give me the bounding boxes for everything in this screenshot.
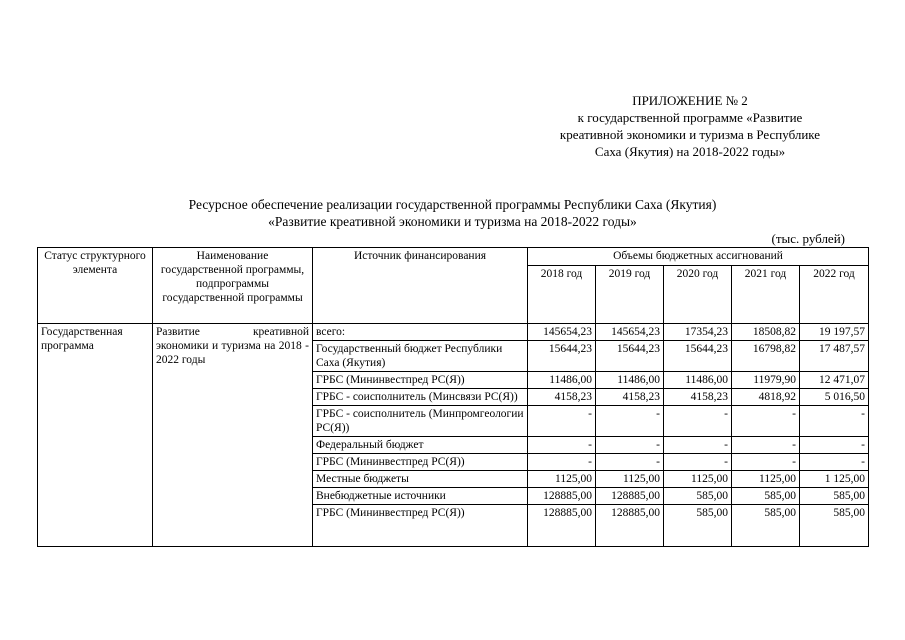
- header-year: 2021 год: [732, 266, 800, 324]
- header-program-name: Наименование государственной программы, подпрограммы государственной программы: [153, 248, 313, 324]
- value-cell: 585,00: [664, 488, 732, 505]
- value-cell: 17354,23: [664, 324, 732, 341]
- value-cell: 585,00: [664, 505, 732, 547]
- value-cell: 145654,23: [596, 324, 664, 341]
- source-cell: Государственный бюджет Республики Саха (Якутия): [313, 341, 528, 372]
- budget-table: [37, 247, 869, 547]
- value-cell: -: [664, 437, 732, 454]
- appendix-line: ПРИЛОЖЕНИЕ № 2: [632, 93, 748, 108]
- appendix-line: к государственной программе «Развитие: [577, 110, 803, 125]
- source-cell: ГРБС (Мининвестпред РС(Я)): [313, 454, 528, 471]
- value-cell: 15644,23: [596, 341, 664, 372]
- value-cell: 11486,00: [528, 372, 596, 389]
- source-cell: ГРБС (Мининвестпред РС(Я)): [313, 372, 528, 389]
- value-cell: 16798,82: [732, 341, 800, 372]
- value-cell: -: [664, 406, 732, 437]
- header-year: 2018 год: [528, 266, 596, 324]
- value-cell: 18508,82: [732, 324, 800, 341]
- title-line-1: Ресурсное обеспечение реализации государственной программы Республики Саха (Якутия): [188, 197, 717, 212]
- value-cell: 5 016,50: [800, 389, 869, 406]
- program-name-cell: Развитие креативной экономики и туризма на 2018 - 2022 годы: [153, 324, 313, 547]
- value-cell: 15644,23: [664, 341, 732, 372]
- value-cell: 145654,23: [528, 324, 596, 341]
- header-volumes: Объемы бюджетных ассигнований: [528, 248, 869, 266]
- value-cell: 11486,00: [596, 372, 664, 389]
- value-cell: 12 471,07: [800, 372, 869, 389]
- value-cell: 4158,23: [664, 389, 732, 406]
- value-cell: -: [596, 454, 664, 471]
- value-cell: 4158,23: [528, 389, 596, 406]
- value-cell: 17 487,57: [800, 341, 869, 372]
- value-cell: 4818,92: [732, 389, 800, 406]
- value-cell: 128885,00: [596, 505, 664, 547]
- value-cell: -: [528, 406, 596, 437]
- value-cell: 585,00: [732, 505, 800, 547]
- value-cell: 1125,00: [528, 471, 596, 488]
- header-year: 2022 год: [800, 266, 869, 324]
- value-cell: 1125,00: [596, 471, 664, 488]
- source-cell: Местные бюджеты: [313, 471, 528, 488]
- units-label: (тыс. рублей): [771, 231, 845, 246]
- value-cell: -: [596, 406, 664, 437]
- status-cell: Государственная программа: [38, 324, 153, 547]
- header-year: 2020 год: [664, 266, 732, 324]
- value-cell: -: [732, 406, 800, 437]
- title-line-2: «Развитие креативной экономики и туризма на 2018-2022 годы»: [268, 214, 637, 229]
- value-cell: -: [800, 454, 869, 471]
- value-cell: -: [528, 437, 596, 454]
- value-cell: 11486,00: [664, 372, 732, 389]
- appendix-line: креативной экономики и туризма в Республике: [559, 127, 821, 142]
- value-cell: 19 197,57: [800, 324, 869, 341]
- source-cell: ГРБС - соисполнитель (Минсвязи РС(Я)): [313, 389, 528, 406]
- value-cell: -: [596, 437, 664, 454]
- value-cell: -: [800, 406, 869, 437]
- value-cell: -: [664, 454, 732, 471]
- header-source: Источник финансирования: [313, 248, 528, 324]
- value-cell: 128885,00: [528, 505, 596, 547]
- value-cell: 585,00: [800, 488, 869, 505]
- value-cell: 11979,90: [732, 372, 800, 389]
- value-cell: 4158,23: [596, 389, 664, 406]
- header-status: Статус структурного элемента: [38, 248, 153, 324]
- header-year: 2019 год: [596, 266, 664, 324]
- value-cell: -: [732, 454, 800, 471]
- value-cell: 1 125,00: [800, 471, 869, 488]
- value-cell: -: [800, 437, 869, 454]
- value-cell: 128885,00: [596, 488, 664, 505]
- appendix-line: Саха (Якутия) на 2018-2022 годы»: [594, 144, 786, 159]
- source-cell: всего:: [313, 324, 528, 341]
- appendix-header: [505, 92, 875, 160]
- value-cell: 15644,23: [528, 341, 596, 372]
- value-cell: -: [732, 437, 800, 454]
- source-cell: ГРБС (Мининвестпред РС(Я)): [313, 505, 528, 547]
- value-cell: 1125,00: [732, 471, 800, 488]
- value-cell: 128885,00: [528, 488, 596, 505]
- value-cell: -: [528, 454, 596, 471]
- source-cell: Внебюджетные источники: [313, 488, 528, 505]
- table-row: [38, 324, 869, 341]
- value-cell: 1125,00: [664, 471, 732, 488]
- source-cell: ГРБС - соисполнитель (Минпромгеологии РС(Я)): [313, 406, 528, 437]
- source-cell: Федеральный бюджет: [313, 437, 528, 454]
- document-title: [60, 196, 845, 230]
- value-cell: 585,00: [732, 488, 800, 505]
- value-cell: 585,00: [800, 505, 869, 547]
